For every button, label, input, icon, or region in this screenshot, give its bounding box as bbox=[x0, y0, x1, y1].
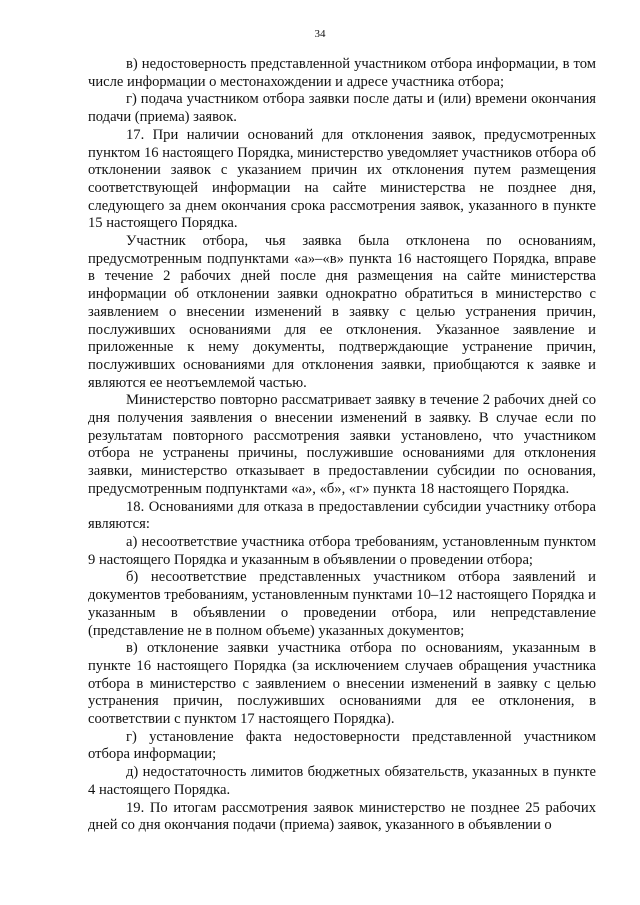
paragraph-18g: г) установление факта недостоверности представленной участником отбора информации; bbox=[88, 728, 596, 763]
paragraph-18a: а) несоответствие участника отбора требованиям, установленным пунктом 9 настоящего Порядка и указанным в объявлении о проведении отбора; bbox=[88, 533, 596, 568]
paragraph-17-repeat-review: Министерство повторно рассматривает заявку в течение 2 рабочих дней со дня получения заявления о внесении изменений в заявку. В случае если по результатам повторного рассмотрения заявки установлено, что участником отбора не устранены причины, послужившие основаниями для отклонения заявки, министерство отказывает в предоставлении субсидии по основания, предусмотренным подпунктами «а», «б», «г» пункта 18 настоящего Порядка. bbox=[88, 392, 596, 497]
page-number: 34 bbox=[314, 28, 326, 40]
paragraph-3g-item: г) подача участником отбора заявки после даты и (или) времени окончания подачи (приема) заявок. bbox=[88, 91, 596, 126]
paragraph-19: 19. По итогам рассмотрения заявок министерство не позднее 25 рабочих дней со дня окончания подачи (приема) заявок, указанного в объявлении о bbox=[88, 799, 596, 834]
paragraph-18v: в) отклонение заявки участника отбора по основаниям, указанным в пункте 16 настоящего Порядка (за исключением случаев обращения участника отбора в министерство с заявлением о внесении изменений в заявку с целью устранения причин, послуживших основаниями для ее отклонения, в соответствии с пунктом 17 настоящего Порядка). bbox=[88, 640, 596, 728]
paragraph-18d: д) недостаточность лимитов бюджетных обязательств, указанных в пункте 4 настоящего Порядка. bbox=[88, 764, 596, 798]
paragraph-3v-item: в) недостоверность представленной участником отбора информации, в том числе информации о местонахождении и адресе участника отбора; bbox=[88, 56, 596, 90]
paragraph-18: 18. Основаниями для отказа в предоставлении субсидии участнику отбора являются: bbox=[88, 498, 596, 533]
paragraph-17: 17. При наличии оснований для отклонения заявок, предусмотренных пунктом 16 настоящего Порядка, министерство уведомляет участников отбора об отклонении заявок с указанием причин их отклонения путем размещения соответствующей информации на сайте министерства не позднее дня, следующего за днем окончания срока рассмотрения заявок, указанного в пункте 15 настоящего Порядка. bbox=[88, 126, 596, 232]
document-body bbox=[88, 56, 596, 835]
paragraph-17-applicant-right: Участник отбора, чья заявка была отклонена по основаниям, предусмотренным подпунктами «а»–«в» пункта 16 настоящего Порядка, вправе в течение 2 рабочих дней после дня размещения на сайте министерства информации об отклонении заявки однократно обратиться в министерство с заявлением о внесении изменений в заявку с целью устранения причин, послуживших основаниями для ее отклонения. Указанное заявление и приложенные к нему документы, подтверждающие устранение причин, послуживших основаниями для отклонения заявки, приобщаются к заявке и являются ее неотъемлемой частью. bbox=[88, 233, 596, 391]
paragraph-18b: б) несоответствие представленных участником отбора заявлений и документов требованиям, установленным пунктами 10–12 настоящего Порядка и указанным в объявлении о проведении отбора, или непредставление (представление не в полном объеме) указанных документов; bbox=[88, 569, 596, 639]
